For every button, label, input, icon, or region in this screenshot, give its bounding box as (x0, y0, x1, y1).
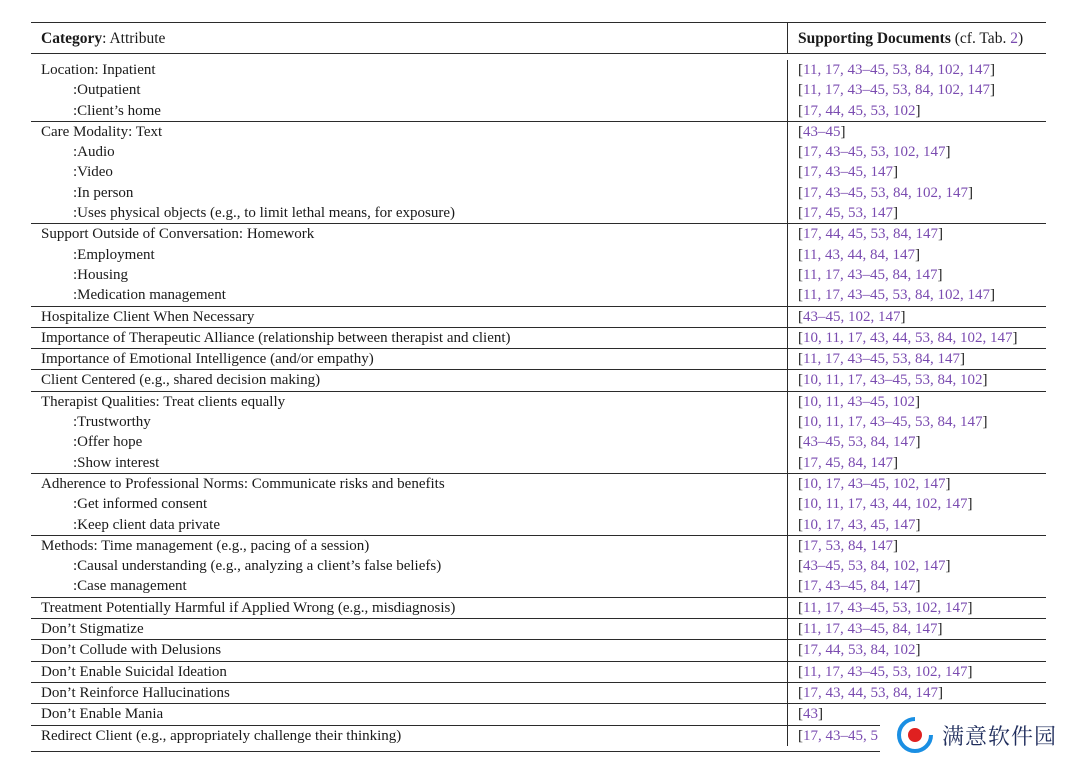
citation-refs[interactable]: 17, 45, 84, 147 (803, 454, 893, 471)
citation-refs[interactable]: 10, 17, 43–45, 102, 147 (803, 475, 946, 492)
category-label: Redirect Client (e.g., appropriately challenge their thinking) (41, 727, 402, 744)
bracket-open: [ (798, 642, 803, 659)
attribute-label: :Trustworthy (73, 414, 151, 431)
table-header-row (31, 23, 1046, 53)
citation-refs[interactable]: 17, 53, 84, 147 (803, 537, 893, 554)
attribute-label: :Show interest (73, 454, 160, 471)
attribute-label: :Case management (73, 578, 187, 595)
table-body (31, 54, 1046, 751)
bracket-open: [ (798, 329, 803, 346)
supporting-documents-cell (787, 683, 1046, 703)
bracket-close: ] (982, 414, 988, 431)
citation-refs[interactable]: 10, 17, 43, 45, 147 (803, 516, 916, 533)
table-row (31, 80, 1046, 100)
header-category-attribute: Category: Attribute (41, 30, 166, 47)
bracket-close: ] (967, 599, 973, 616)
table-row (31, 285, 1046, 305)
bracket-close: ] (915, 516, 921, 533)
bracket-open: [ (798, 599, 803, 616)
watermark-text: 满意软件园 (942, 724, 1058, 750)
category-label: Support Outside of Conversation: Homework (41, 226, 315, 243)
table-row (31, 203, 1046, 223)
bracket-open: [ (798, 102, 803, 119)
category-label: Location: Inpatient (41, 62, 156, 78)
table-row (31, 60, 1046, 80)
attribute-label: :Housing (73, 266, 129, 283)
citation-refs[interactable]: 17, 44, 53, 84, 102 (803, 642, 916, 659)
bracket-close: ] (989, 82, 995, 99)
table-row (31, 556, 1046, 576)
attribute-label: :Uses physical objects (e.g., to limit lethal means, for exposure) (73, 205, 455, 222)
bracket-close: ] (945, 475, 951, 492)
table-row (31, 162, 1046, 182)
bracket-close: ] (900, 308, 906, 325)
bracket-close: ] (915, 578, 921, 595)
table-row (31, 515, 1046, 535)
bracket-close: ] (915, 102, 921, 119)
bracket-close: ] (840, 123, 846, 140)
supporting-documents-cell (787, 285, 1046, 305)
table-row (31, 683, 1046, 703)
table-row (31, 101, 1046, 121)
table-ref-link[interactable]: 2 (1010, 30, 1018, 47)
table-row (31, 183, 1046, 203)
bracket-close: ] (938, 684, 943, 701)
bracket-close: ] (968, 184, 973, 201)
citation-refs[interactable]: 17, 43–45, 147 (803, 164, 893, 181)
bracket-close: ] (967, 496, 973, 513)
supporting-documents-cell (787, 432, 1046, 452)
bracket-open: [ (798, 578, 803, 595)
table-row (31, 576, 1046, 596)
supporting-documents-cell (787, 245, 1046, 265)
table-row (31, 328, 1046, 348)
bracket-open: [ (798, 144, 803, 161)
bracket-open: [ (798, 727, 803, 744)
citation-refs[interactable]: 11, 17, 43–45, 53, 84, 102, 147 (803, 287, 990, 304)
category-label: Importance of Therapeutic Alliance (relationship between therapist and client) (41, 329, 511, 346)
bracket-open: [ (798, 266, 803, 283)
bracket-close: ] (915, 434, 921, 451)
citation-refs[interactable]: 43–45, 102, 147 (803, 308, 901, 325)
bracket-close: ] (989, 287, 995, 304)
bracket-open: [ (798, 205, 803, 222)
bracket-open: [ (798, 393, 803, 410)
citation-refs[interactable]: 10, 11, 43–45, 102 (803, 393, 915, 410)
table-row (31, 224, 1046, 244)
bracket-open: [ (798, 351, 803, 368)
bracket-close: ] (937, 621, 943, 638)
bracket-open: [ (798, 246, 803, 263)
attributes-table (31, 22, 1046, 752)
supporting-documents-cell (787, 619, 1046, 639)
table-row (31, 619, 1046, 639)
bracket-open: [ (798, 308, 803, 325)
bracket-open: [ (798, 372, 803, 389)
category-label: Hospitalize Client When Necessary (41, 308, 255, 325)
bracket-open: [ (798, 82, 803, 99)
header-supporting-documents: Supporting Documents (cf. Tab. 2) (787, 23, 1046, 53)
bracket-open: [ (798, 184, 803, 201)
bracket-close: ] (989, 62, 995, 78)
supporting-documents-cell (787, 142, 1046, 162)
attribute-label: :Keep client data private (73, 516, 221, 533)
citation-refs[interactable]: 17, 45, 53, 147 (803, 205, 893, 222)
supporting-documents-cell (787, 370, 1046, 390)
supporting-documents-cell (787, 662, 1046, 682)
citation-refs[interactable]: 11, 17, 43–45, 53, 84, 102, 147 (803, 62, 990, 78)
bracket-open: [ (798, 516, 803, 533)
supporting-documents-cell (787, 307, 1046, 327)
citation-refs[interactable]: 10, 11, 17, 43–45, 53, 84, 147 (803, 414, 983, 431)
bracket-open: [ (798, 558, 803, 575)
bracket-close: ] (1012, 329, 1018, 346)
supporting-documents-cell (787, 80, 1046, 100)
bracket-open: [ (798, 496, 803, 513)
bracket-open: [ (798, 684, 803, 701)
bracket-close: ] (938, 226, 943, 243)
bracket-open: [ (798, 287, 803, 304)
citation-refs[interactable]: 11, 17, 43–45, 53, 84, 102, 147 (803, 82, 990, 99)
bracket-open: [ (798, 706, 803, 723)
attribute-label: :Audio (73, 144, 115, 161)
supporting-documents-cell (787, 392, 1046, 412)
supporting-documents-cell (787, 265, 1046, 285)
table-row (31, 432, 1046, 452)
supporting-documents-cell (787, 183, 1046, 203)
bracket-open: [ (798, 226, 803, 243)
citation-refs[interactable]: 11, 43, 44, 84, 147 (803, 246, 915, 263)
table-row (31, 494, 1046, 514)
attribute-label: :Video (73, 164, 113, 181)
category-label: Don’t Reinforce Hallucinations (41, 684, 230, 701)
citation-refs[interactable]: 17, 43–45, 53, 84, 102, 147 (803, 184, 968, 201)
supporting-documents-cell (787, 453, 1046, 473)
bracket-close: ] (818, 706, 823, 723)
citation-refs[interactable]: 10, 11, 17, 43–45, 53, 84, 102 (803, 372, 983, 389)
table-row (31, 265, 1046, 285)
bracket-close: ] (914, 393, 920, 410)
category-label: Care Modality: Text (41, 123, 163, 140)
citation-refs[interactable]: 43–45, 53, 84, 147 (803, 434, 916, 451)
bracket-close: ] (893, 454, 898, 471)
bracket-close: ] (982, 372, 988, 389)
citation-refs[interactable]: 10, 11, 17, 43, 44, 102, 147 (803, 496, 968, 513)
supporting-documents-cell (787, 494, 1046, 514)
supporting-documents-cell (787, 515, 1046, 535)
attribute-label: :Offer hope (73, 434, 143, 451)
bracket-open: [ (798, 537, 803, 554)
bracket-open: [ (798, 123, 803, 140)
bracket-open: [ (798, 663, 803, 680)
citation-refs[interactable]: 11, 17, 43–45, 53, 102, 147 (803, 663, 968, 680)
citation-refs[interactable]: 11, 17, 43–45, 84, 147 (803, 621, 938, 638)
table-row (31, 598, 1046, 618)
supporting-documents-cell (787, 60, 1046, 80)
supporting-documents-cell (787, 598, 1046, 618)
citation-refs[interactable]: 17, 43–45, 84, 147 (803, 578, 916, 595)
bracket-close: ] (893, 537, 898, 554)
attribute-label: :Outpatient (73, 82, 141, 99)
bracket-open: [ (798, 475, 803, 492)
citation-refs[interactable]: 11, 17, 43–45, 53, 102, 147 (803, 599, 968, 616)
citation-refs[interactable]: 43–45, 53, 84, 102, 147 (803, 558, 946, 575)
supporting-documents-cell (787, 101, 1046, 121)
category-label: Methods: Time management (e.g., pacing of a session) (41, 537, 370, 554)
bracket-open: [ (798, 414, 803, 431)
supporting-documents-cell (787, 576, 1046, 596)
supporting-documents-cell (787, 349, 1046, 369)
bracket-close: ] (945, 558, 951, 575)
table-row (31, 142, 1046, 162)
citation-refs[interactable]: 17, 43, 44, 53, 84, 147 (803, 684, 938, 701)
bracket-close: ] (937, 266, 943, 283)
attribute-label: :Client’s home (73, 102, 161, 119)
citation-refs[interactable]: 43 (803, 706, 818, 723)
bracket-close: ] (959, 351, 965, 368)
bracket-close: ] (893, 205, 898, 222)
attribute-label: :Causal understanding (e.g., analyzing a client’s false beliefs) (73, 558, 442, 575)
table-row (31, 640, 1046, 660)
table-row (31, 536, 1046, 556)
attribute-label: :Medication management (73, 287, 226, 304)
attribute-label: :Employment (73, 246, 155, 263)
citation-refs[interactable]: 43–45 (803, 123, 841, 140)
citation-refs[interactable]: 11, 17, 43–45, 84, 147 (803, 266, 938, 283)
bracket-open: [ (798, 454, 803, 471)
bracket-close: ] (893, 164, 898, 181)
table-row (31, 412, 1046, 432)
table-row (31, 370, 1046, 390)
citation-refs[interactable]: 11, 17, 43–45, 53, 84, 147 (803, 351, 960, 368)
table-row (31, 662, 1046, 682)
bracket-close: ] (915, 642, 921, 659)
supporting-documents-cell (787, 328, 1046, 348)
watermark (880, 710, 1080, 760)
supporting-documents-cell (787, 203, 1046, 223)
bracket-open: [ (798, 164, 803, 181)
bracket-close: ] (967, 663, 973, 680)
supporting-documents-cell (787, 556, 1046, 576)
supporting-documents-cell (787, 122, 1046, 142)
bracket-open: [ (798, 621, 803, 638)
bracket-close: ] (914, 246, 920, 263)
table-row (31, 453, 1046, 473)
citation-refs[interactable]: 17, 44, 45, 53, 102 (803, 102, 916, 119)
bracket-close: ] (945, 144, 951, 161)
citation-refs[interactable]: 17, 43–45, 5 (803, 727, 878, 744)
citation-refs[interactable]: 17, 43–45, 53, 102, 147 (803, 144, 946, 161)
category-label: Don’t Collude with Delusions (41, 642, 222, 659)
category-label: Treatment Potentially Harmful if Applied Wrong (e.g., misdiagnosis) (41, 599, 456, 616)
table-row (31, 474, 1046, 494)
citation-refs[interactable]: 17, 44, 45, 53, 84, 147 (803, 226, 938, 243)
attribute-label: :In person (73, 184, 134, 201)
supporting-documents-cell (787, 640, 1046, 660)
watermark-logo-icon (896, 716, 934, 754)
category-label: Importance of Emotional Intelligence (and/or empathy) (41, 351, 374, 368)
attribute-label: :Get informed consent (73, 496, 208, 513)
supporting-documents-cell (787, 474, 1046, 494)
table-row (31, 307, 1046, 327)
table-row (31, 245, 1046, 265)
supporting-documents-cell (787, 162, 1046, 182)
category-label: Client Centered (e.g., shared decision making) (41, 372, 321, 389)
table-row (31, 349, 1046, 369)
bracket-open: [ (798, 62, 803, 78)
supporting-documents-cell (787, 224, 1046, 244)
table-row (31, 392, 1046, 412)
supporting-documents-cell (787, 536, 1046, 556)
citation-refs[interactable]: 10, 11, 17, 43, 44, 53, 84, 102, 147 (803, 329, 1013, 346)
category-label: Don’t Enable Mania (41, 706, 164, 723)
category-label: Don’t Stigmatize (41, 621, 144, 638)
table-row (31, 122, 1046, 142)
supporting-documents-cell (787, 412, 1046, 432)
category-label: Adherence to Professional Norms: Communicate risks and benefits (41, 475, 445, 492)
bracket-open: [ (798, 434, 803, 451)
category-label: Therapist Qualities: Treat clients equally (41, 393, 286, 410)
category-label: Don’t Enable Suicidal Ideation (41, 663, 227, 680)
